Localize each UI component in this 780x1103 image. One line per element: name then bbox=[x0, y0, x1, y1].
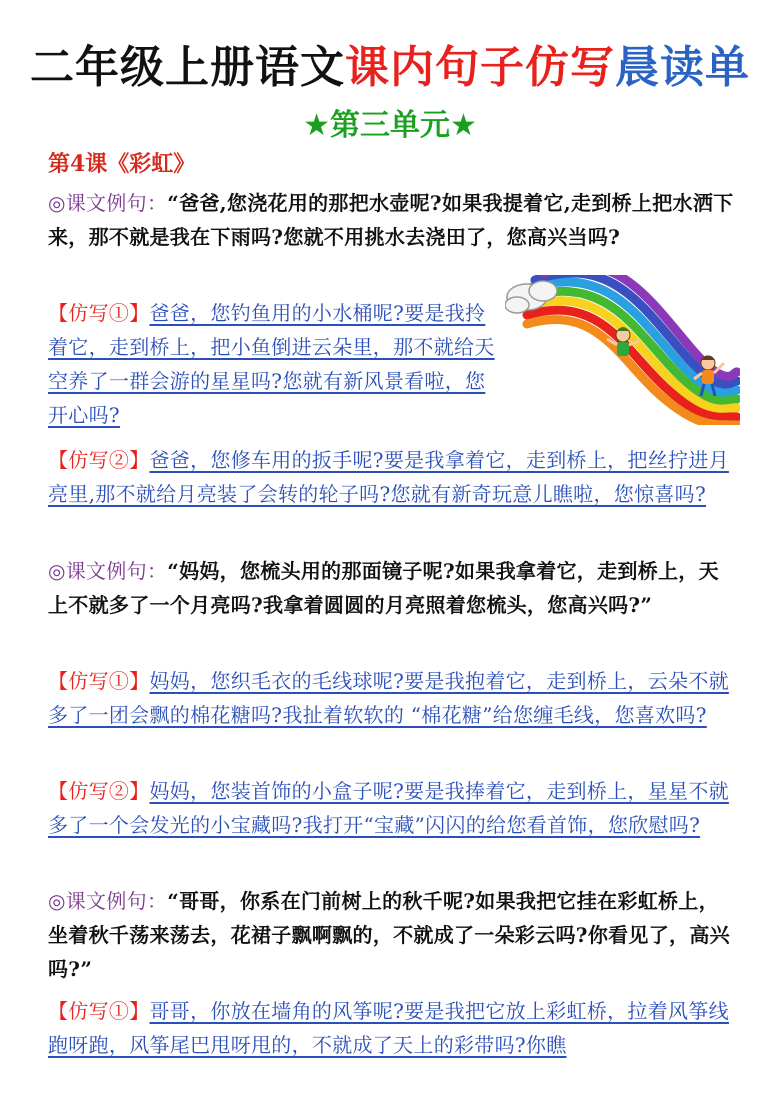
example-text: “妈妈，您梳头用的那面镜子呢?如果我拿着它，走到桥上，天上不就多了一个月亮吗?我拿着圆圆的月亮照着您梳头，您高兴吗?” bbox=[48, 559, 719, 617]
imitation-1-2 bbox=[48, 443, 738, 511]
imitation-2-1 bbox=[48, 664, 738, 732]
example-sentence-1 bbox=[48, 186, 738, 254]
lesson-heading: 第4课《彩虹》 bbox=[48, 151, 196, 177]
example-text: “哥哥，你系在门前树上的秋千呢?如果我把它挂在彩虹桥上，坐着秋千荡来荡去，花裙子飘啊飘的，不就成了一朵彩云吗?你看见了，高兴吗?” bbox=[48, 889, 730, 981]
rainbow-slide-illustration bbox=[505, 275, 740, 425]
imitation-text: 哥哥，你放在墙角的风筝呢?要是我把它放上彩虹桥，拉着风筝线跑呀跑，风筝尾巴甩呀甩的，不就成了天上的彩带吗?你瞧 bbox=[48, 999, 729, 1057]
example-label: ◎课文例句： bbox=[48, 559, 168, 583]
imitation-text: 爸爸，您修车用的扳手呢?要是我拿着它，走到桥上，把丝拧进月亮里,那不就给月亮装了会转的轮子吗?您就有新奇玩意儿瞧啦，您惊喜吗? bbox=[48, 448, 729, 506]
title-part-grade: 二年级上册语文 bbox=[30, 42, 345, 93]
imitation-text: 妈妈，您织毛衣的毛线球呢?要是我抱着它，走到桥上，云朵不就多了一团会飘的棉花糖吗?我扯着软软的 “棉花糖”给您缠毛线，您喜欢吗? bbox=[48, 669, 729, 727]
title-part-topic: 课内句子仿写 bbox=[345, 42, 615, 93]
imitation-2-2 bbox=[48, 774, 738, 842]
imitation-3-1 bbox=[48, 994, 738, 1062]
imitation-label: 【仿写①】 bbox=[48, 999, 150, 1023]
imitation-1-1 bbox=[48, 296, 503, 432]
imitation-label: 【仿写①】 bbox=[48, 301, 150, 325]
imitation-label: 【仿写②】 bbox=[48, 779, 150, 803]
unit-heading: ★第三单元★ bbox=[303, 108, 477, 143]
imitation-text: 爸爸，您钓鱼用的小水桶呢?要是我拎着它，走到桥上，把小鱼倒进云朵里，那不就给天空养了一群会游的星星吗?您就有新风景看啦，您开心吗? bbox=[48, 301, 495, 427]
imitation-label: 【仿写②】 bbox=[48, 448, 150, 472]
title-part-sheet: 晨读单 bbox=[615, 42, 750, 93]
example-text: “爸爸,您浇花用的那把水壶呢?如果我提着它,走到桥上把水洒下来，那不就是我在下雨吗?您就不用挑水去浇田了，您高兴当吗? bbox=[48, 191, 734, 249]
example-sentence-3 bbox=[48, 884, 738, 986]
example-label: ◎课文例句： bbox=[48, 889, 168, 913]
example-sentence-2 bbox=[48, 554, 738, 622]
example-label: ◎课文例句： bbox=[48, 191, 168, 215]
imitation-label: 【仿写①】 bbox=[48, 669, 150, 693]
page-title bbox=[0, 38, 780, 98]
imitation-text: 妈妈，您装首饰的小盒子呢?要是我捧着它，走到桥上，星星不就多了一个会发光的小宝藏吗?我打开“宝藏”闪闪的给您看首饰，您欣慰吗? bbox=[48, 779, 729, 837]
